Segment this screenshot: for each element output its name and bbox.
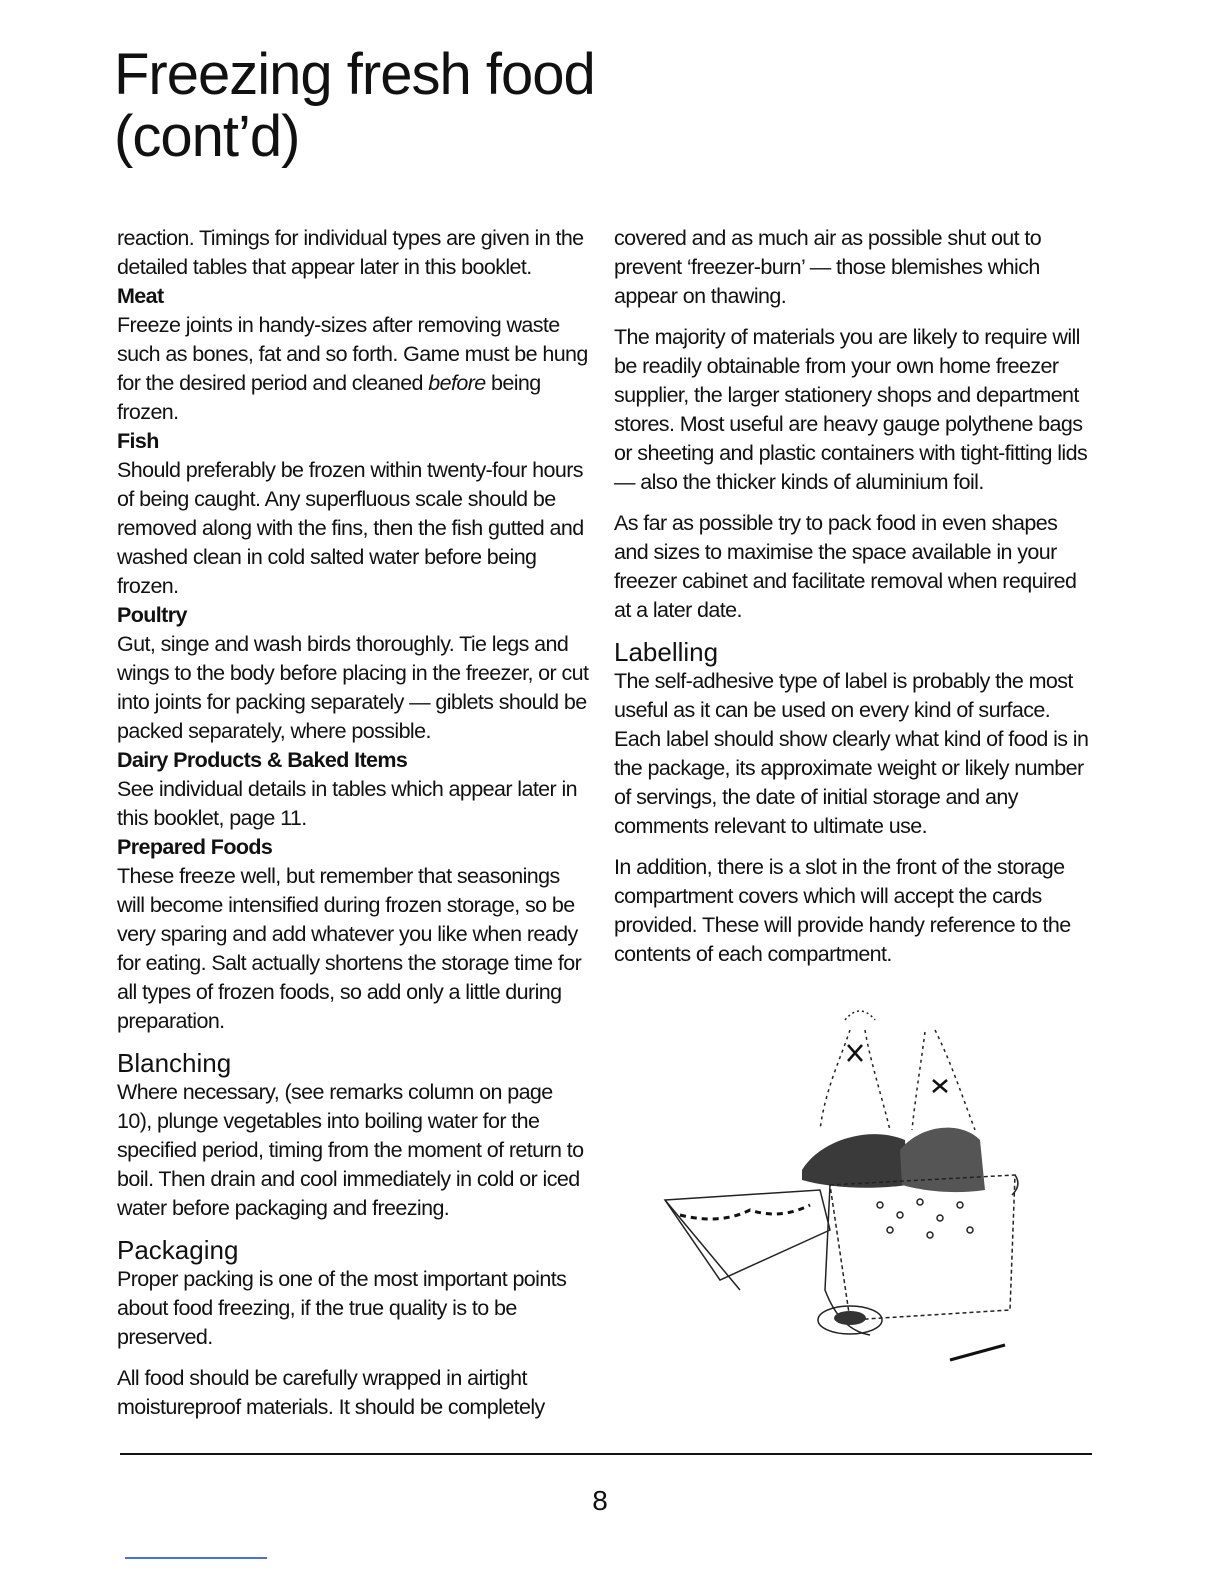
packaging-continued-paragraph: covered and as much air as possible shut out to prevent ‘freezer-burn’ — those blemishes which appear on thawing. [614,226,1042,308]
labelling-heading: Labelling [614,637,719,667]
prepared-foods-paragraph: These freeze well, but remember that seasonings will become intensified during frozen storage, so be very sparing and add whatever you like when ready for eating. Salt actually shortens the storage time for all types of frozen foods, so add only a little during preparation. [117,864,582,1033]
packaging-paragraph-2: All food should be carefully wrapped in airtight moistureproof materials. It should be completely [117,1366,545,1419]
bag-right [912,1030,975,1130]
page-number: 8 [592,1485,608,1516]
blanching-heading: Blanching [117,1048,232,1078]
intro-paragraph: reaction. Timings for individual types are given in the detailed tables that appear later in this booklet. [117,226,584,279]
blanching-paragraph: Where necessary, (see remarks column on page 10), plunge vegetables into boiling water for the specified period, timing from the moment of return to boil. Then drain and cool immediately in cold or iced water before packaging and freezing. [117,1080,584,1220]
bag-left [820,1011,890,1130]
pen [950,1345,1005,1360]
packing-shapes-paragraph: As far as possible try to pack food in even shapes and sizes to maximise the space available in your freezer cabinet and facilitate removal when required at a later date. [614,511,1077,622]
fish-paragraph: Should preferably be frozen within twenty-four hours of being caught. Any superfluous scale should be removed along with the fins, then the fish gutted and washed clean in cold salted water before being frozen. [117,458,584,598]
tape-roll [818,1306,882,1334]
freezer-packaging-illustration-icon [650,990,1040,1430]
footer-rule [120,1453,1092,1455]
materials-paragraph: The majority of materials you are likely to require will be readily obtainable from your own home freezer supplier, the larger stationery shops and department stores. Most useful are heavy gauge polythene bags or sheeting and plastic containers with tight-fitting lids — also the thicker kinds of aluminium foil. [614,325,1088,494]
bottom-mark [125,1557,267,1559]
packaging-paragraph-1: Proper packing is one of the most important points about food freezing, if the true quality is to be preserved. [117,1267,567,1349]
prepared-foods-heading: Prepared Foods [117,835,273,859]
plastic-container [825,1175,1018,1335]
packaging-heading: Packaging [117,1235,239,1265]
page-title [114,44,734,168]
page-title-line-2: (cont’d) [114,104,300,169]
meat-heading: Meat [117,284,164,308]
fish-heading: Fish [117,429,159,453]
poultry-paragraph: Gut, singe and wash birds thoroughly. Tie legs and wings to the body before placing in the freezer, or cut into joints for packing separately — giblets should be packed separately, where possible. [117,632,589,743]
left-column [117,224,589,1422]
poultry-heading: Poultry [117,603,187,627]
bag-contents-right [900,1128,985,1192]
foil-tray [665,1190,830,1280]
dairy-paragraph: See individual details in tables which appear later in this booklet, page 11. [117,777,578,830]
meat-text-part-1: Freeze joints in handy-sizes after removing waste such as bones, fat and so forth. Game must be hung for the desired period and cleaned [117,313,588,395]
dairy-heading: Dairy Products & Baked Items [117,748,408,772]
right-column [614,224,1090,969]
meat-paragraph [117,311,589,427]
bag-contents-left [802,1134,908,1188]
labelling-paragraph-2: In addition, there is a slot in the front of the storage compartment covers which will accept the cards provided. These will provide handy reference to the contents of each compartment. [614,855,1071,966]
meat-text-part-2: being frozen. [117,371,541,424]
page-title-line-1: Freezing fresh food [114,42,595,107]
meat-emphasis: before [428,371,486,395]
labelling-paragraph-1: The self-adhesive type of label is probably the most useful as it can be used on every kind of surface. Each label should show clearly what kind of food is in the package, its approximate weight or likely number of servings, the date of initial storage and any comments relevant to ultimate use. [614,669,1089,838]
